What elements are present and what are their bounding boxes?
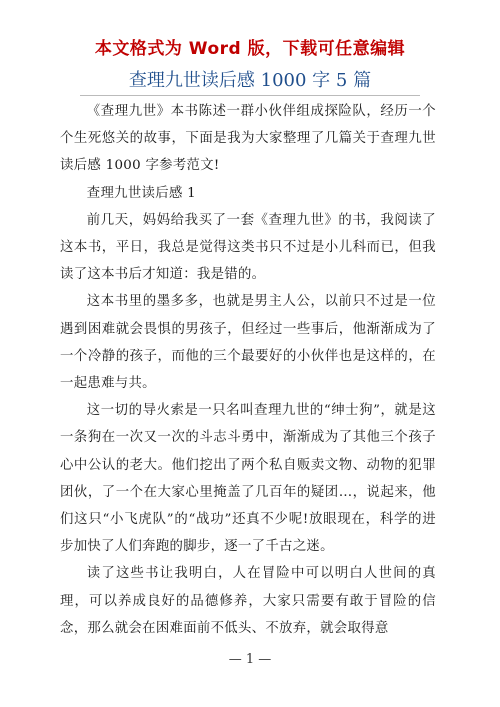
page-number: — 1 — — [228, 652, 272, 667]
body-paragraph: 前几天，妈妈给我买了一套《查理九世》的书，我阅读了这本书，平日，我总是觉得这类书只不过是小儿科而已，但我读了这本书后才知道：我是错的。 — [60, 212, 436, 283]
section-heading: 查理九世读后感 1 — [86, 185, 197, 201]
document-body — [60, 98, 436, 642]
body-paragraph: 这本书里的墨多多，也就是男主人公，以前只不过是一位遇到困难就会畏惧的男孩子，但经过一些事后，他渐渐成为了一个冷静的孩子，而他的三个最要好的小伙伴也是这样的，在一起患难与共。 — [60, 294, 436, 392]
body-paragraph: 这一切的导火索是一只名叫查理九世的“绅士狗”，就是这一条狗在一次又一次的斗志斗勇中，渐渐成为了其他三个孩子心中公认的老大。他们挖出了两个私自贩卖文物、动物的犯罪团伙，了一个在大家心里掩盖了几百年的疑团…，说起来，他们这只“小飞虎队”的“战功”还真不少呢!放眼现在，科学的进步加快了人们奔跑的脚步，逐一了千古之迷。 — [60, 403, 436, 555]
intro-paragraph: 《查理九世》本书陈述一群小伙伴组成探险队，经历一个个生死悠关的故事，下面是我为大家整理了几篇关于查理九世读后感 1000 字参考范文! — [60, 104, 436, 174]
title-divider — [80, 95, 420, 96]
format-banner: 本文格式为 Word 版，下载可任意编辑 — [94, 39, 406, 59]
document-title: 查理九世读后感 1000 字 5 篇 — [128, 70, 372, 91]
body-paragraph: 读了这些书让我明白，人在冒险中可以明白人世间的真理，可以养成良好的品德修养，大家只需要有敢于冒险的信念，那么就会在困难面前不低头、不放弃，就会取得意 — [60, 566, 436, 636]
